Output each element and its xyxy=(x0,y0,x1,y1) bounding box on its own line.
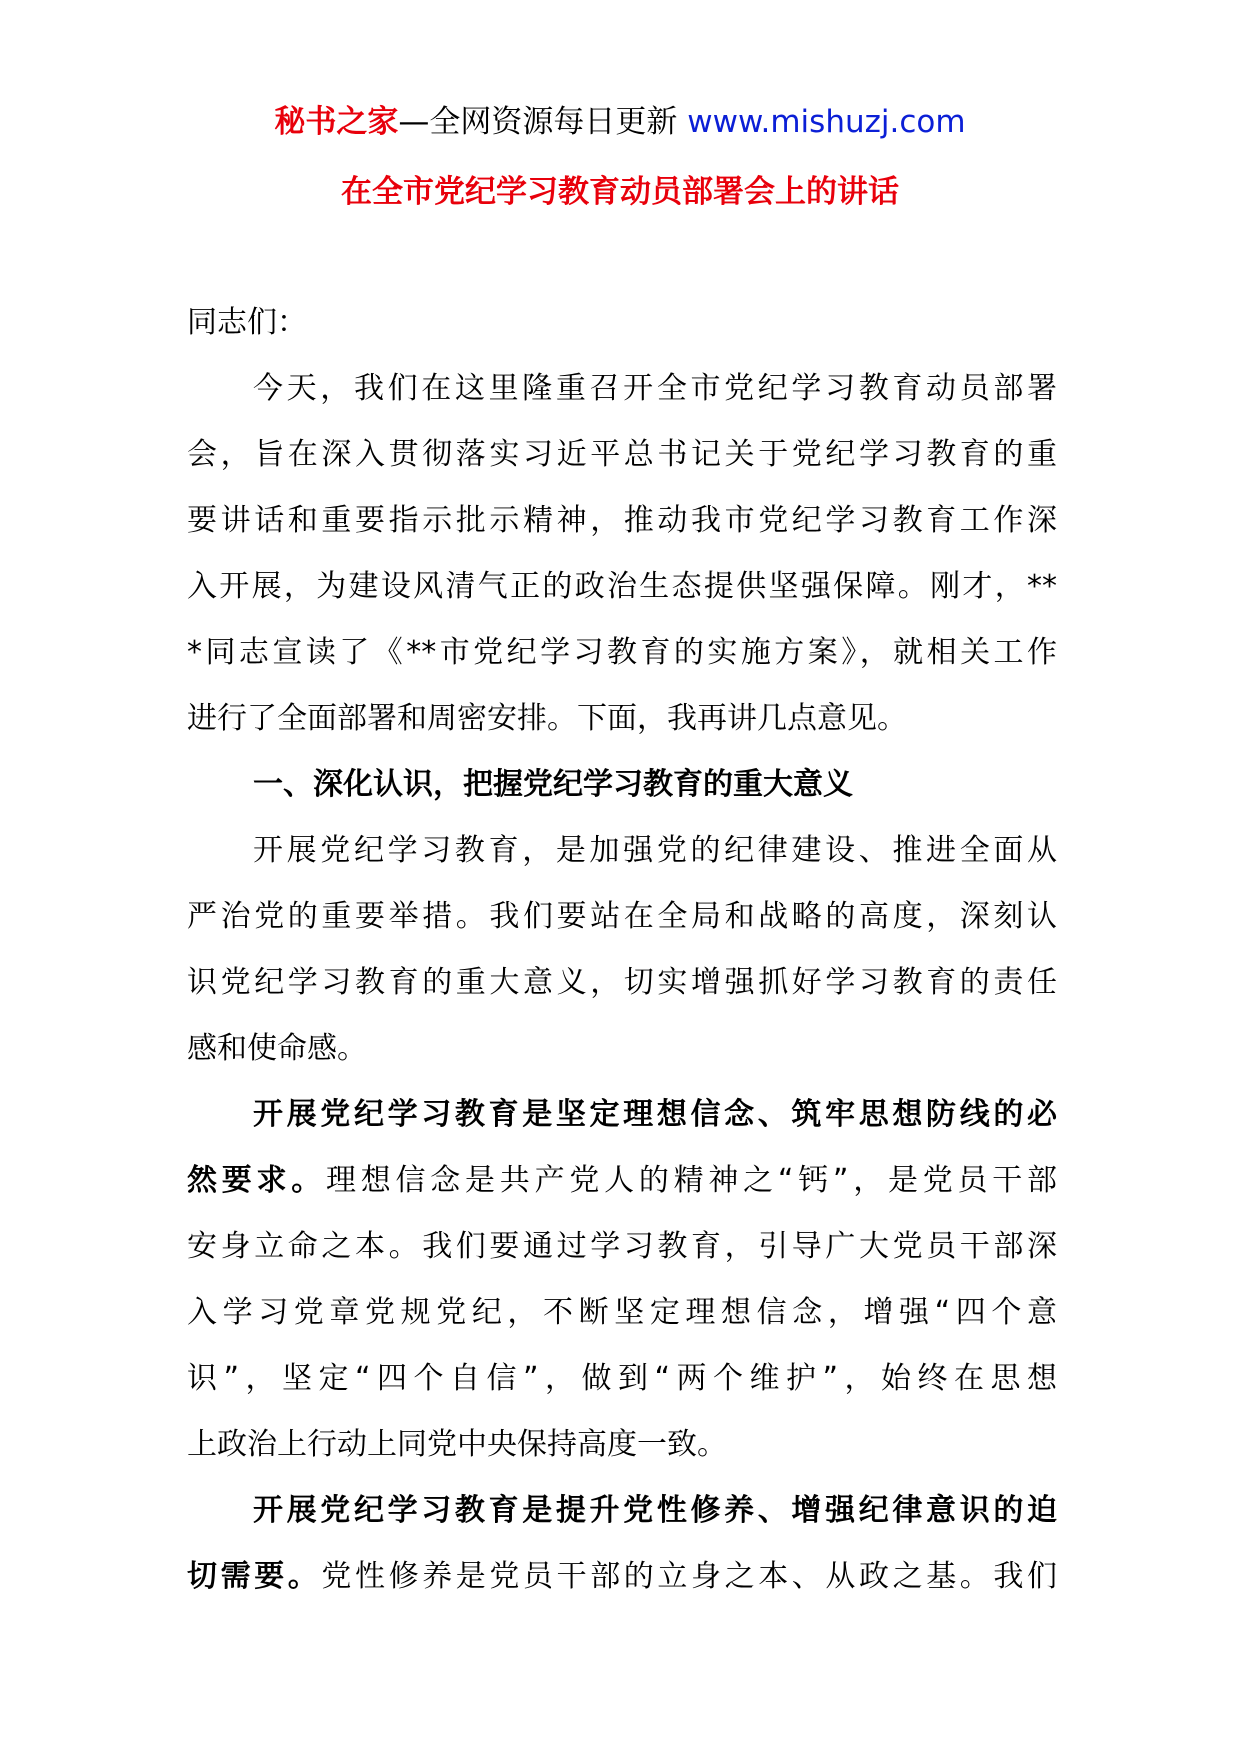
text-line: 今天，我们在这里隆重召开全市党纪学习教育动员部署 xyxy=(253,371,1057,406)
text-line xyxy=(187,1544,1057,1610)
text-line: 入开展，为建设风清气正的政治生态提供坚强保障。刚才，** xyxy=(187,569,1057,604)
text-line: 安身立命之本。我们要通过学习教育，引导广大党员干部深 xyxy=(187,1229,1057,1264)
document-body xyxy=(187,290,1057,1610)
text-line: 要讲话和重要指示批示精神，推动我市党纪学习教育工作深 xyxy=(187,503,1057,538)
point-text: 理想信念是共产党人的精神之“钙”，是党员干部 xyxy=(326,1163,1057,1198)
text-line: 识党纪学习教育的重大意义，切实增强抓好学习教育的责任 xyxy=(187,965,1057,1000)
point-heading-line: 开展党纪学习教育是提升党性修养、增强纪律意识的迫 xyxy=(253,1493,1057,1528)
point2-paragraph xyxy=(187,1478,1057,1610)
salutation: 同志们： xyxy=(187,305,307,340)
text-line: 入学习党章党规党纪，不断坚定理想信念，增强“四个意 xyxy=(187,1295,1057,1330)
text-line: 上政治上行动上同党中央保持高度一致。 xyxy=(187,1427,727,1462)
document-title: 在全市党纪学习教育动员部署会上的讲话 xyxy=(341,174,899,210)
point1-paragraph xyxy=(187,1082,1057,1478)
section1-paragraph xyxy=(187,818,1057,1082)
text-line: 感和使命感。 xyxy=(187,1031,367,1066)
text-line: 开展党纪学习教育，是加强党的纪律建设、推进全面从 xyxy=(253,833,1057,868)
site-header xyxy=(0,100,1240,144)
text-line: 严治党的重要举措。我们要站在全局和战略的高度，深刻认 xyxy=(187,899,1057,934)
site-url-link[interactable]: www.mishuzj.com xyxy=(687,104,966,140)
text-line: 识”，坚定“四个自信”，做到“两个维护”，始终在思想 xyxy=(187,1361,1057,1396)
text-line: 会，旨在深入贯彻落实习近平总书记关于党纪学习教育的重 xyxy=(187,437,1057,472)
text-line: 进行了全面部署和周密安排。下面，我再讲几点意见。 xyxy=(187,701,907,736)
point-heading-line: 开展党纪学习教育是坚定理想信念、筑牢思想防线的必 xyxy=(253,1097,1057,1132)
brand-name: 秘书之家 xyxy=(274,104,399,140)
intro-paragraph xyxy=(187,356,1057,752)
text-line xyxy=(187,1148,1057,1214)
section-heading: 一、深化认识，把握党纪学习教育的重大意义 xyxy=(253,767,853,802)
point-heading-end: 切需要。 xyxy=(187,1559,322,1594)
text-line: *同志宣读了《**市党纪学习教育的实施方案》，就相关工作 xyxy=(187,635,1057,670)
point-heading-end: 然要求。 xyxy=(187,1163,327,1198)
header-tagline: —全网资源每日更新 xyxy=(398,104,688,140)
point-text: 党性修养是党员干部的立身之本、从政之基。我们 xyxy=(321,1559,1058,1594)
